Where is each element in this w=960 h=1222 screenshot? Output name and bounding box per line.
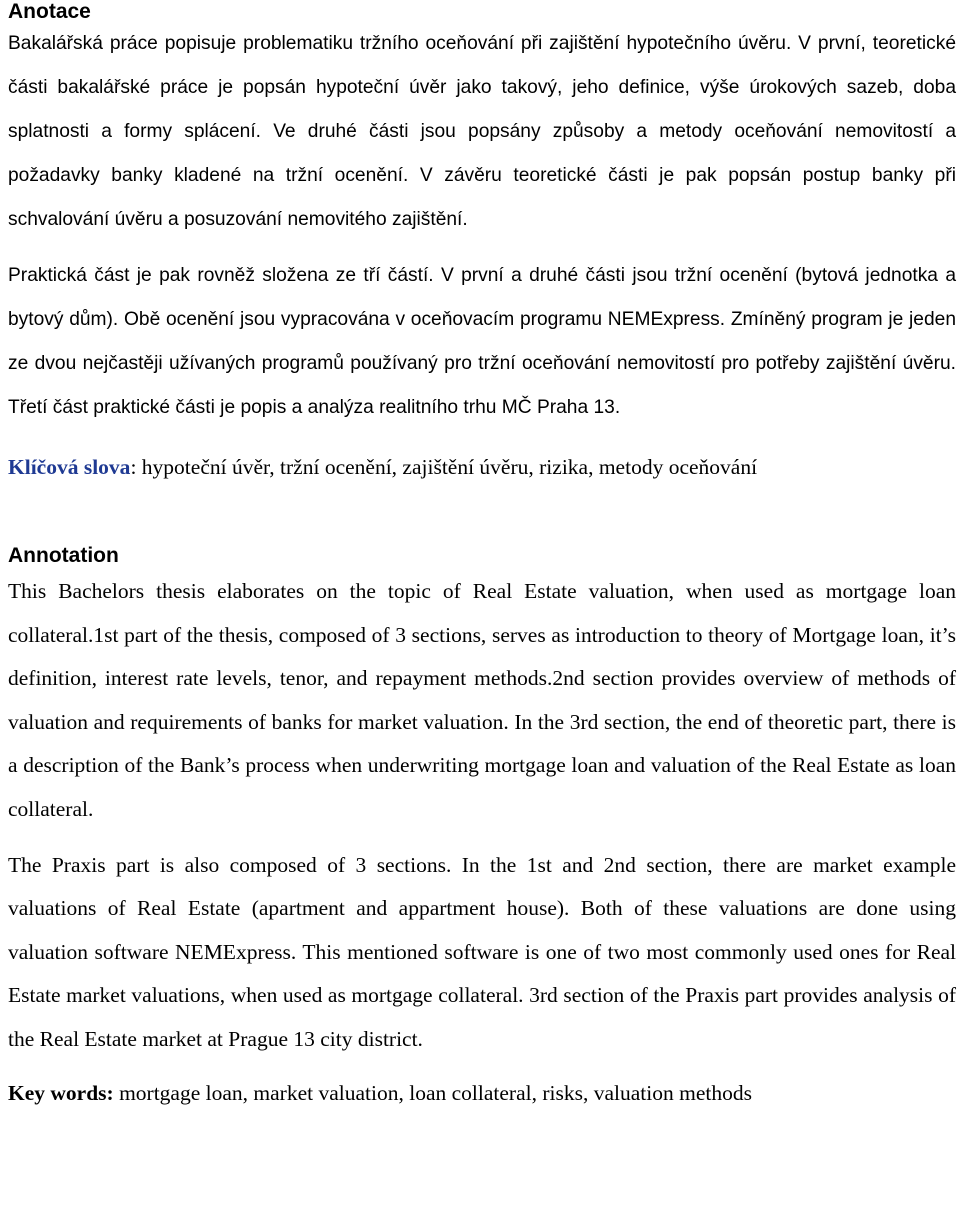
english-paragraph-2: The Praxis part is also composed of 3 sections. In the 1st and 2nd section, there are market example valuations of Real Estate (apartment and appartment house). Both of these valuations are done using valuation software NEMExpress. This mentioned software is one of two most commonly used ones for Real Estate market valuations, when used as mortgage collateral. 3rd section of the Praxis part provides analysis of the Real Estate market at Prague 13 city district. [8,852,956,1051]
english-keywords-label: Key words: [8,1080,114,1105]
abstract-page [8,0,956,1108]
czech-keywords-separator: : [130,455,137,479]
english-heading: Annotation [8,544,119,567]
czech-paragraph-1: Bakalářská práce popisuje problematiku tržního oceňování při zajištění hypotečního úvěru. V první, teoretické části bakalářské práce je popsán hypoteční úvěr jako takový, jeho definice, výše úrokových sazeb, doba splatnosti a formy splácení. Ve druhé části jsou popsány způsoby a metody oceňování nemovitostí a požadavky banky kladené na tržní ocenění. V závěru teoretické části je pak popsán postup banky při schvalování úvěru a posuzování nemovitého zajištění. [8,33,956,230]
english-keywords [8,1078,956,1108]
english-keywords-text: mortgage loan, market valuation, loan collateral, risks, valuation methods [113,1080,752,1105]
english-paragraph-1: This Bachelors thesis elaborates on the topic of Real Estate valuation, when used as mortgage loan collateral.1st part of the thesis, composed of 3 sections, serves as introduction to theory of Mortgage loan, it’s definition, interest rate levels, tenor, and repayment methods.2nd section provides overview of methods of valuation and requirements of banks for market valuation. In the 3rd section, the end of theoretic part, there is a description of the Bank’s process when underwriting mortgage loan and valuation of the Real Estate as loan collateral. [8,579,956,821]
czech-keywords-label: Klíčová slova [8,455,131,479]
czech-keywords-text: hypoteční úvěr, tržní ocenění, zajištění úvěru, rizika, metody oceňování [136,455,758,479]
czech-paragraph-2: Praktická část je pak rovněž složena ze tří částí. V první a druhé části jsou tržní ocenění (bytová jednotka a bytový dům). Obě ocenění jsou vypracována v oceňovacím programu NEMExpress. Zmíněný program je jeden ze dvou nejčastěji užívaných programů používaný pro tržní oceňování nemovitostí pro potřeby zajištění úvěru. Třetí část praktické části je popis a analýza realitního trhu MČ Praha 13. [8,265,956,418]
czech-heading: Anotace [8,0,91,23]
czech-keywords [8,452,956,482]
